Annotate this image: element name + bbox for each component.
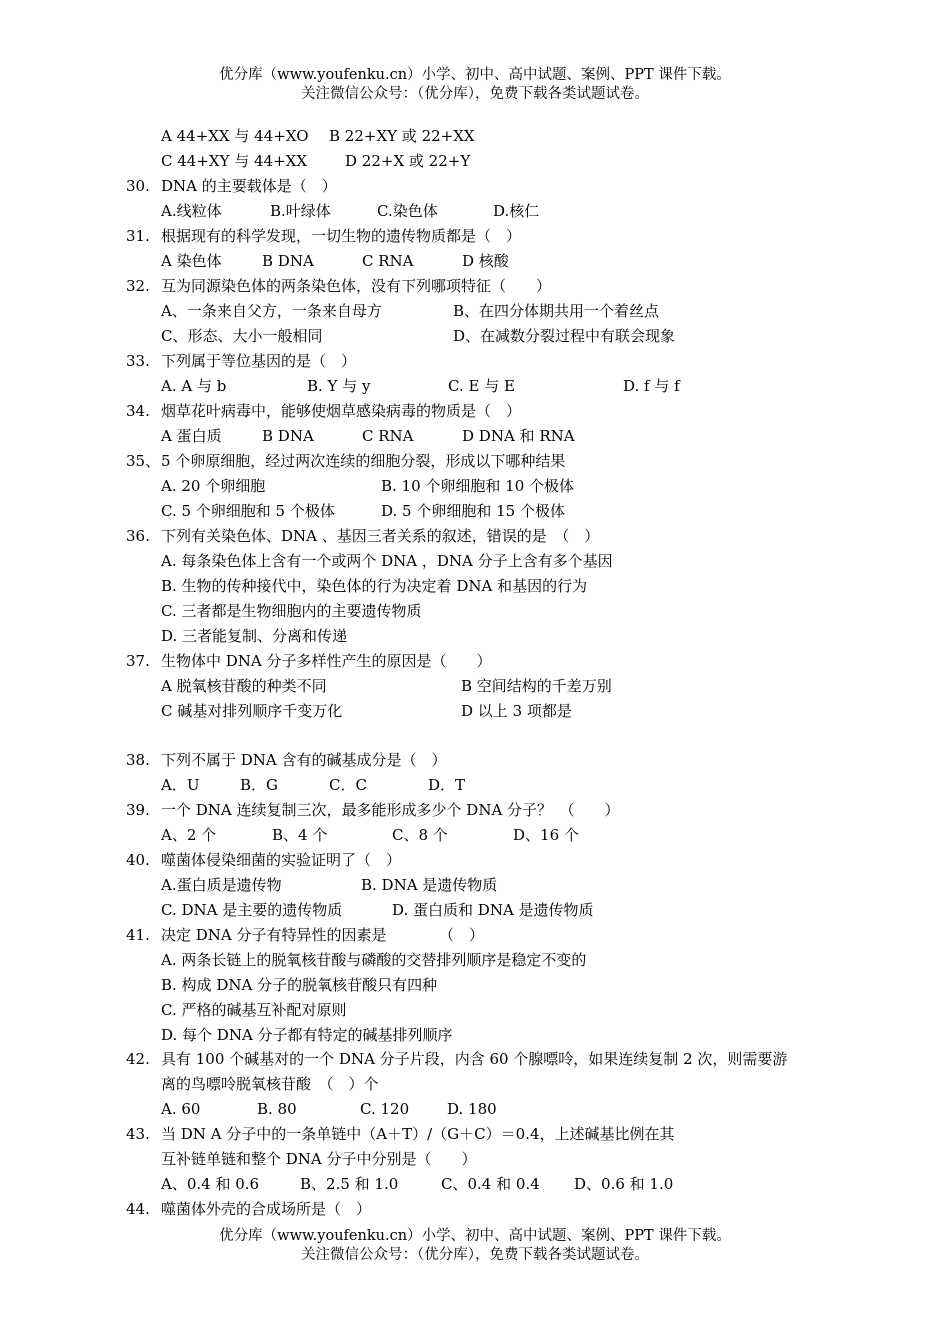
q35-option-d: D. 5 个卵细胞和 15 个极体 <box>381 502 565 520</box>
q37-option-c: C 碱基对排列顺序千变万化 <box>161 702 343 720</box>
q29-option-b: B 22+XY 或 22+XX <box>329 127 475 145</box>
q40-option-a: A.蛋白质是遗传物 <box>161 876 282 894</box>
q38-option-c: C．C <box>329 776 367 794</box>
q30-number: 30. <box>126 177 150 195</box>
q39-option-c: C、8 个 <box>392 826 448 844</box>
q41-option-b: B. 构成 DNA 分子的脱氧核苷酸只有四种 <box>161 976 438 994</box>
q31-stem: 根据现有的科学发现，一切生物的遗传物质都是（ ） <box>161 227 522 245</box>
q42-stem-line-2: 离的鸟嘌呤脱氧核苷酸 （ ）个 <box>161 1075 379 1093</box>
q35-option-b: B. 10 个卵细胞和 10 个极体 <box>381 477 575 495</box>
q41-option-c: C. 严格的碱基互补配对原则 <box>161 1001 347 1019</box>
q40-option-b: B. DNA 是遗传物质 <box>361 876 498 894</box>
q43-option-a: A、0.4 和 0.6 <box>161 1175 260 1193</box>
q35-option-a: A. 20 个卵细胞 <box>161 477 266 495</box>
q31-option-c: C RNA <box>362 252 414 270</box>
q34-stem: 烟草花叶病毒中，能够使烟草感染病毒的物质是（ ） <box>161 402 522 420</box>
q36-option-b: B. 生物的传种接代中，染色体的行为决定着 DNA 和基因的行为 <box>161 577 588 595</box>
q30-option-d: D.核仁 <box>493 202 540 220</box>
q32-option-d: D、在减数分裂过程中有联会现象 <box>453 327 676 345</box>
q38-option-b: B．G <box>240 776 279 794</box>
q43-stem-line-1: 当 DN A 分子中的一条单链中（A＋T）/（G＋C）＝0.4，上述碱基比例在其 <box>161 1125 675 1143</box>
footer-line-2: 关注微信公众号：（优分库），免费下载各类试题试卷。 <box>301 1247 649 1263</box>
q41-option-d: D. 每个 DNA 分子都有特定的碱基排列顺序 <box>161 1026 453 1044</box>
q44-number: 44. <box>126 1200 150 1218</box>
q42-number: 42. <box>126 1050 150 1068</box>
q35-number: 35、 <box>126 452 161 470</box>
q36-option-c: C. 三者都是生物细胞内的主要遗传物质 <box>161 602 422 620</box>
q38-option-a: A．U <box>161 776 200 794</box>
q37-stem: 生物体中 DNA 分子多样性产生的原因是（ ） <box>161 652 492 670</box>
q35-option-c: C. 5 个卵细胞和 5 个极体 <box>161 502 335 520</box>
q42-option-b: B. 80 <box>257 1100 297 1118</box>
q32-option-c: C、形态、大小一般相同 <box>161 327 323 345</box>
q34-option-b: B DNA <box>262 427 314 445</box>
page-footer <box>0 1227 950 1265</box>
q44-stem: 噬菌体外壳的合成场所是（ ） <box>161 1200 372 1218</box>
q33-number: 33. <box>126 352 150 370</box>
q40-stem: 噬菌体侵染细菌的实验证明了（ ） <box>161 851 402 869</box>
q30-stem: DNA 的主要载体是（ ） <box>161 177 337 195</box>
q36-number: 36. <box>126 527 150 545</box>
q29-option-c: C 44+XY 与 44+XX <box>161 152 308 170</box>
q37-option-a: A 脱氧核苷酸的种类不同 <box>161 677 327 695</box>
q30-option-c: C.染色体 <box>377 202 438 220</box>
q43-option-d: D、0.6 和 1.0 <box>574 1175 674 1193</box>
q40-number: 40. <box>126 851 150 869</box>
q42-option-c: C. 120 <box>360 1100 410 1118</box>
q33-stem: 下列属于等位基因的是（ ） <box>161 352 357 370</box>
q42-stem-line-1: 具有 100 个碱基对的一个 DNA 分子片段，内含 60 个腺嘌呤，如果连续复制 2 次，则需要游 <box>161 1050 788 1068</box>
q36-stem: 下列有关染色体、DNA 、基因三者关系的叙述，错误的是 （ ） <box>161 527 600 545</box>
q32-number: 32. <box>126 277 150 295</box>
q32-stem: 互为同源染色体的两条染色体，没有下列哪项特征（ ） <box>161 277 552 295</box>
q43-stem-line-2: 互补链单链和整个 DNA 分子中分别是（ ） <box>161 1150 477 1168</box>
q43-option-b: B、2.5 和 1.0 <box>300 1175 399 1193</box>
q38-stem: 下列不属于 DNA 含有的碱基成分是（ ） <box>161 751 447 769</box>
page-header <box>0 66 950 104</box>
q31-option-b: B DNA <box>262 252 314 270</box>
q36-option-d: D. 三者能复制、分离和传递 <box>161 627 348 645</box>
q36-option-a: A. 每条染色体上含有一个或两个 DNA ，DNA 分子上含有多个基因 <box>161 552 613 570</box>
q40-option-d: D. 蛋白质和 DNA 是遗传物质 <box>392 901 594 919</box>
q39-stem: 一个 DNA 连续复制三次，最多能形成多少个 DNA 分子？ （ ） <box>161 801 620 819</box>
q42-option-a: A. 60 <box>161 1100 201 1118</box>
q30-option-b: B.叶绿体 <box>270 202 331 220</box>
q31-option-a: A 染色体 <box>161 252 222 270</box>
q29-option-d: D 22+X 或 22+Y <box>345 152 471 170</box>
q39-number: 39. <box>126 801 150 819</box>
q32-option-b: B、在四分体期共用一个着丝点 <box>453 302 660 320</box>
q42-option-d: D. 180 <box>447 1100 497 1118</box>
q43-option-c: C、0.4 和 0.4 <box>441 1175 540 1193</box>
q31-option-d: D 核酸 <box>462 252 509 270</box>
q43-number: 43. <box>126 1125 150 1143</box>
q31-number: 31. <box>126 227 150 245</box>
footer-line-1: 优分库（www.youfenku.cn）小学、初中、高中试题、案例、PPT 课件下载。 <box>219 1228 731 1244</box>
q30-option-a: A.线粒体 <box>161 202 222 220</box>
header-line-1: 优分库（www.youfenku.cn）小学、初中、高中试题、案例、PPT 课件下载。 <box>219 67 731 83</box>
q41-stem: 决定 DNA 分子有特异性的因素是 （ ） <box>161 926 485 944</box>
q41-number: 41. <box>126 926 150 944</box>
q39-option-b: B、4 个 <box>272 826 328 844</box>
q33-option-b: B. Y 与 y <box>307 377 371 395</box>
q34-option-a: A 蛋白质 <box>161 427 222 445</box>
q33-option-d: D. f 与 f <box>623 377 680 395</box>
q32-option-a: A、一条来自父方，一条来自母方 <box>161 302 382 320</box>
q39-option-d: D、16 个 <box>513 826 579 844</box>
q37-number: 37. <box>126 652 150 670</box>
q29-option-a: A 44+XX 与 44+XO <box>161 127 309 145</box>
q37-option-b: B 空间结构的千差万别 <box>461 677 612 695</box>
q38-number: 38. <box>126 751 150 769</box>
q34-number: 34. <box>126 402 150 420</box>
q37-option-d: D 以上 3 项都是 <box>461 702 572 720</box>
q38-option-d: D．T <box>428 776 466 794</box>
q41-option-a: A. 两条长链上的脱氧核苷酸与磷酸的交替排列顺序是稳定不变的 <box>161 951 587 969</box>
q34-option-d: D DNA 和 RNA <box>462 427 575 445</box>
q33-option-a: A. A 与 b <box>161 377 227 395</box>
q34-option-c: C RNA <box>362 427 414 445</box>
header-line-2: 关注微信公众号：（优分库），免费下载各类试题试卷。 <box>301 86 649 102</box>
q33-option-c: C. E 与 E <box>448 377 515 395</box>
q40-option-c: C. DNA 是主要的遗传物质 <box>161 901 343 919</box>
q39-option-a: A、2 个 <box>161 826 217 844</box>
q35-stem: 5 个卵原细胞，经过两次连续的细胞分裂，形成以下哪种结果 <box>161 452 566 470</box>
